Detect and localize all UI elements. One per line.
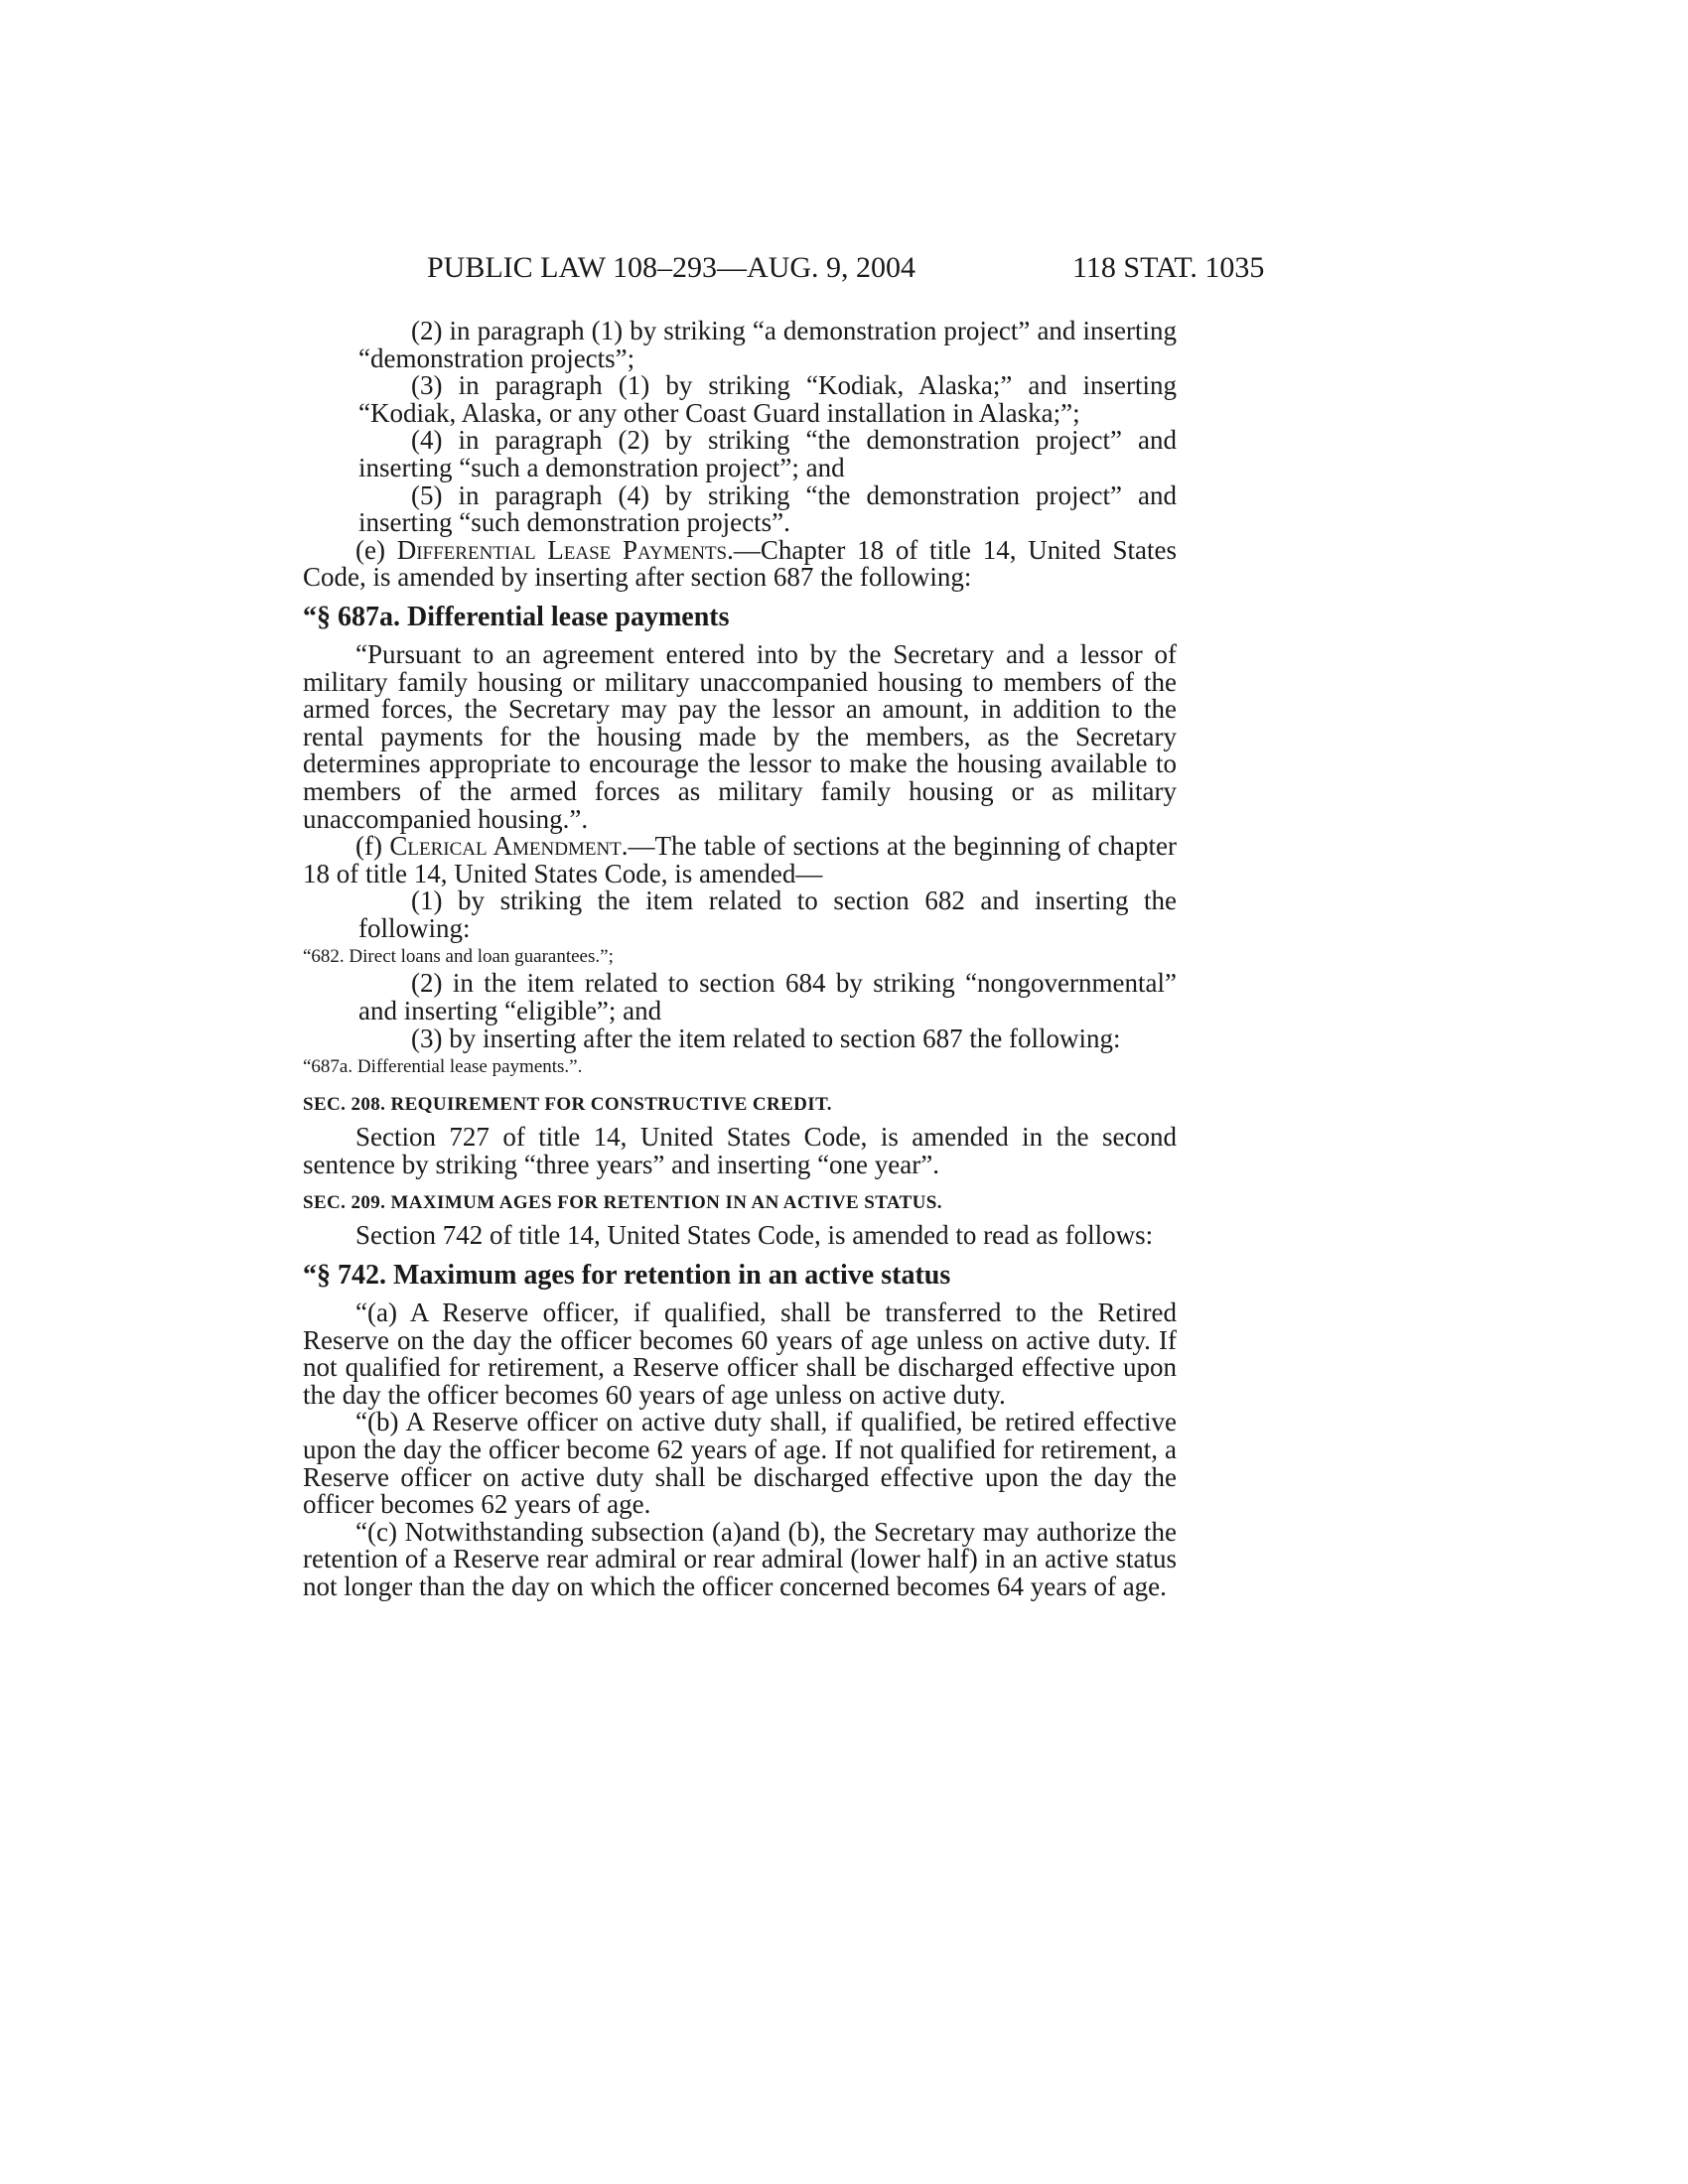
section-742-c: “(c) Notwithstanding subsection (a)and (b), the Secretary may authorize the retention of a Reserve rear admiral or rear admiral (lower half) in an active status not longer than the day on which the officer concerned becomes 64 years of age. <box>303 1516 1177 1601</box>
section-742-heading: “§ 742. Maximum ages for retention in an active status <box>303 1260 951 1292</box>
table-item-687a: “687a. Differential lease payments.”. <box>303 1056 583 1078</box>
subsection-f-text: —The table of sections at the beginning of chapter 18 of title 14, United States Code, is amended— <box>303 831 1177 888</box>
section-742-a: “(a) A Reserve officer, if qualified, shall be transferred to the Retired Reserve on the day the officer becomes 60 years of age unless on active duty. If not qualified for retirement, a Reserve officer shall be discharged effective upon the day the officer becomes 60 years of age unless on active duty. <box>303 1297 1177 1410</box>
section-209-text: Section 742 of title 14, United States Code, is amended to read as follows: <box>355 1220 1154 1251</box>
subsection-e-text: —Chapter 18 of title 14, United States Code, is amended by inserting after section 687 the following: <box>303 534 1177 593</box>
subsection-e <box>303 534 1177 593</box>
subsection-f <box>303 833 1177 887</box>
paragraph-f3: (3) by inserting after the item related to section 687 the following: <box>411 1023 1121 1053</box>
subsection-e-caption: Differential Lease Payments. <box>396 534 734 565</box>
stat-reference: 118 STAT. 1035 <box>1072 251 1265 284</box>
running-head: PUBLIC LAW 108–293—AUG. 9, 2004 <box>427 251 916 284</box>
page-header <box>0 250 1688 286</box>
paragraph-f2: (2) in the item related to section 684 by striking “nongovernmental” and inserting “eligible”; and <box>358 968 1177 1026</box>
section-742-b: “(b) A Reserve officer on active duty shall, if qualified, be retired effective upon the day the officer become 62 years of age. If not qualified for retirement, a Reserve officer on active duty shall be discharged effective upon the day the officer becomes 62 years of age. <box>303 1407 1177 1520</box>
subsection-f-label: (f) <box>355 831 390 862</box>
paragraph-f1: (1) by striking the item related to section 682 and inserting the following: <box>358 886 1177 943</box>
section-687a-heading: “§ 687a. Differential lease payments <box>303 601 730 632</box>
subsection-f-caption: Clerical Amendment. <box>389 831 629 862</box>
section-209-title: SEC. 209. MAXIMUM AGES FOR RETENTION IN AN ACTIVE STATUS. <box>303 1192 942 1214</box>
paragraph-d3: (3) in paragraph (1) by striking “Kodiak, Alaska;” and inserting “Kodiak, Alaska, or any other Coast Guard installation in Alaska;”; <box>358 370 1177 428</box>
section-208-title: SEC. 208. REQUIREMENT FOR CONSTRUCTIVE CREDIT. <box>303 1094 832 1116</box>
paragraph-d5: (5) in paragraph (4) by striking “the demonstration project” and inserting “such demonstration projects”. <box>358 479 1177 538</box>
section-687a-text: “Pursuant to an agreement entered into by the Secretary and a lessor of military family housing or military unaccompanied housing to members of the armed forces, the Secretary may pay the lessor an amount, in addition to the rental payments for the housing made by the members, as the Secretary determines appropriate to encourage the lessor to make the housing available to members of the armed forces as military family housing or as military unaccompanied housing.”. <box>303 638 1177 834</box>
page-body <box>303 318 1177 1601</box>
subsection-e-label: (e) <box>355 534 397 565</box>
paragraph-d2: (2) in paragraph (1) by striking “a demonstration project” and inserting “demonstration projects”; <box>358 316 1177 373</box>
section-208-text: Section 727 of title 14, United States Code, is amended in the second sentence by striking “three years” and inserting “one year”. <box>303 1122 1177 1179</box>
table-item-682: “682. Direct loans and loan guarantees.”; <box>303 946 614 968</box>
paragraph-d4: (4) in paragraph (2) by striking “the demonstration project” and inserting “such a demonstration project”; and <box>358 425 1177 482</box>
